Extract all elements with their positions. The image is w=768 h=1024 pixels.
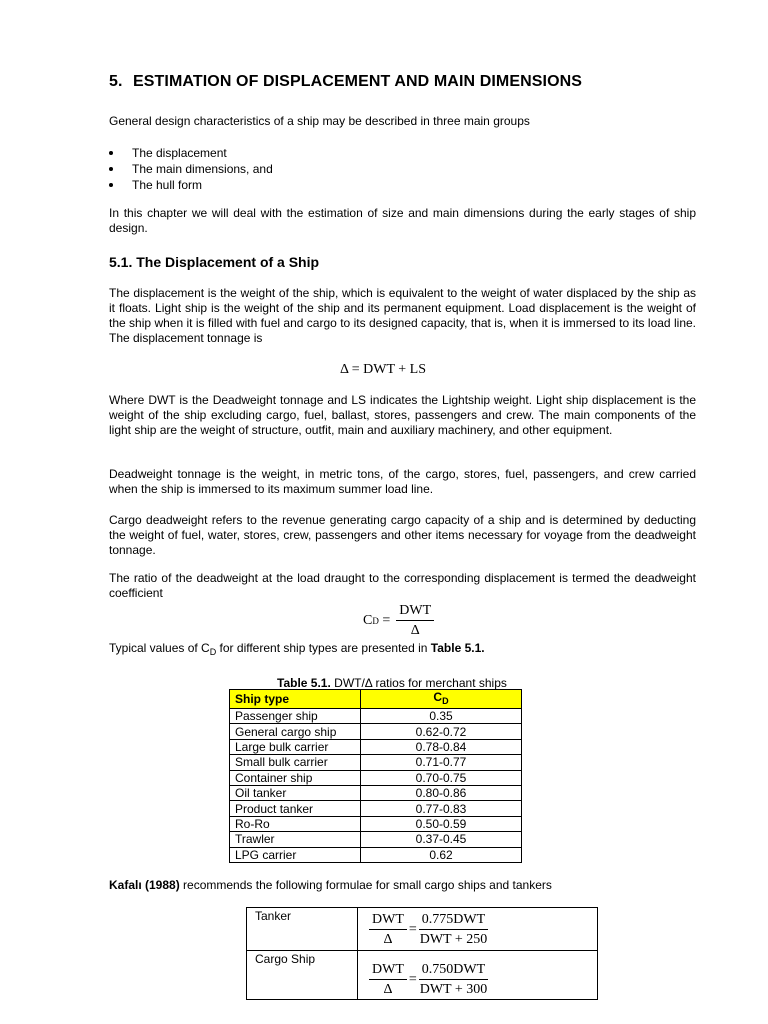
list-item: The main dimensions, and <box>109 161 273 177</box>
kafali-paragraph: Kafalı (1988) recommends the following formulae for small cargo ships and tankers <box>109 878 552 892</box>
bullet-icon <box>109 167 113 171</box>
table-caption: Table 5.1. DWT/Δ ratios for merchant ships <box>277 676 507 690</box>
displacement-equation: Δ = DWT + LS <box>340 362 426 377</box>
table-header-row <box>230 690 522 709</box>
table-reference: Table 5.1. <box>430 641 485 655</box>
table-row: Large bulk carrier 0.78-0.84 <box>230 739 522 754</box>
ratio-table <box>229 689 522 863</box>
displacement-paragraph: The displacement is the weight of the ship, which is equivalent to the weight of water displaced by the ship as it floats. Light ship is the weight of the ship and its permanent equipment. Load displacement is the weight of the ship when it is filled with fuel and cargo to its designed capacity, that is, when it is immersed to its load line. The displacement tonnage is <box>109 286 696 345</box>
table-row: Small bulk carrier 0.71-0.77 <box>230 755 522 770</box>
column-header-ship-type: Ship type <box>230 690 361 709</box>
section-heading: 5.1. The Displacement of a Ship <box>109 254 320 270</box>
formula-label: Tanker <box>247 908 358 951</box>
table-row <box>247 908 598 951</box>
deadweight-coefficient-equation: C D = $\frac{\text{DWT}}{\Delta}$ <box>363 603 434 639</box>
intro-paragraph: General design characteristics of a ship may be described in three main groups <box>109 114 530 128</box>
bullet-icon <box>109 151 113 155</box>
chapter-number: 5. <box>109 73 123 90</box>
deadweight-paragraph: Deadweight tonnage is the weight, in metric tons, of the cargo, stores, fuel, passengers, and crew carried when the ship is immersed to its maximum summer load line. <box>109 467 696 496</box>
fraction: $\frac{\text{DWT}}{\Delta}$ <box>396 603 434 639</box>
table-row: Ro-Ro 0.50-0.59 <box>230 816 522 831</box>
lightship-paragraph: Where DWT is the Deadweight tonnage and LS indicates the Lightship weight. Light ship displacement is the weight of the ship excluding cargo, fuel, ballast, stores, passengers and crew. The main components of the light ship are the weight of structure, outfit, main and auxiliary machinery, and other equipment. <box>109 393 696 437</box>
cargo-deadweight-paragraph: Cargo deadweight refers to the revenue generating cargo capacity of a ship and is determined by deducting the weight of fuel, water, stores, crew, passengers and other items necessary for voyage from the deadweight tonnage. <box>109 513 696 557</box>
chapter-note-paragraph: In this chapter we will deal with the estimation of size and main dimensions during the early stages of ship design. <box>109 206 696 235</box>
chapter-title: ESTIMATION OF DISPLACEMENT AND MAIN DIMENSIONS <box>133 73 583 90</box>
table-row: Passenger ship 0.35 <box>230 709 522 724</box>
list-item: The hull form <box>109 177 273 193</box>
typical-values-paragraph: Typical values of $C_D$ for different ship types are presented in Table 5.1. <box>109 641 485 657</box>
groups-list <box>109 145 273 193</box>
table-row: Oil tanker 0.80-0.86 <box>230 785 522 800</box>
citation: Kafalı (1988) <box>109 878 180 892</box>
table-row: Product tanker 0.77-0.83 <box>230 801 522 816</box>
formula-cell: $\frac{\text{DWT}}{\Delta}$ = $\frac{\text{0.750DWT}}{\text{DWT + 300}}$ <box>358 951 598 1000</box>
table-row: General cargo ship 0.62-0.72 <box>230 724 522 739</box>
table-row: LPG carrier 0.62 <box>230 847 522 862</box>
table-row <box>247 951 598 1000</box>
list-item: The displacement <box>109 145 273 161</box>
bullet-icon <box>109 183 113 187</box>
formula-cell: $\frac{\text{DWT}}{\Delta}$ = $\frac{\text{0.775DWT}}{\text{DWT + 250}}$ <box>358 908 598 951</box>
table-row: Container ship 0.70-0.75 <box>230 770 522 785</box>
column-header-cd: $C_D$ <box>361 690 522 709</box>
formula-label: Cargo Ship <box>247 951 358 1000</box>
chapter-heading <box>109 73 582 91</box>
deadweight-coefficient-paragraph: The ratio of the deadweight at the load draught to the corresponding displacement is termed the deadweight coefficient <box>109 571 696 600</box>
table-row: Trawler 0.37-0.45 <box>230 832 522 847</box>
formula-table <box>246 907 598 1000</box>
